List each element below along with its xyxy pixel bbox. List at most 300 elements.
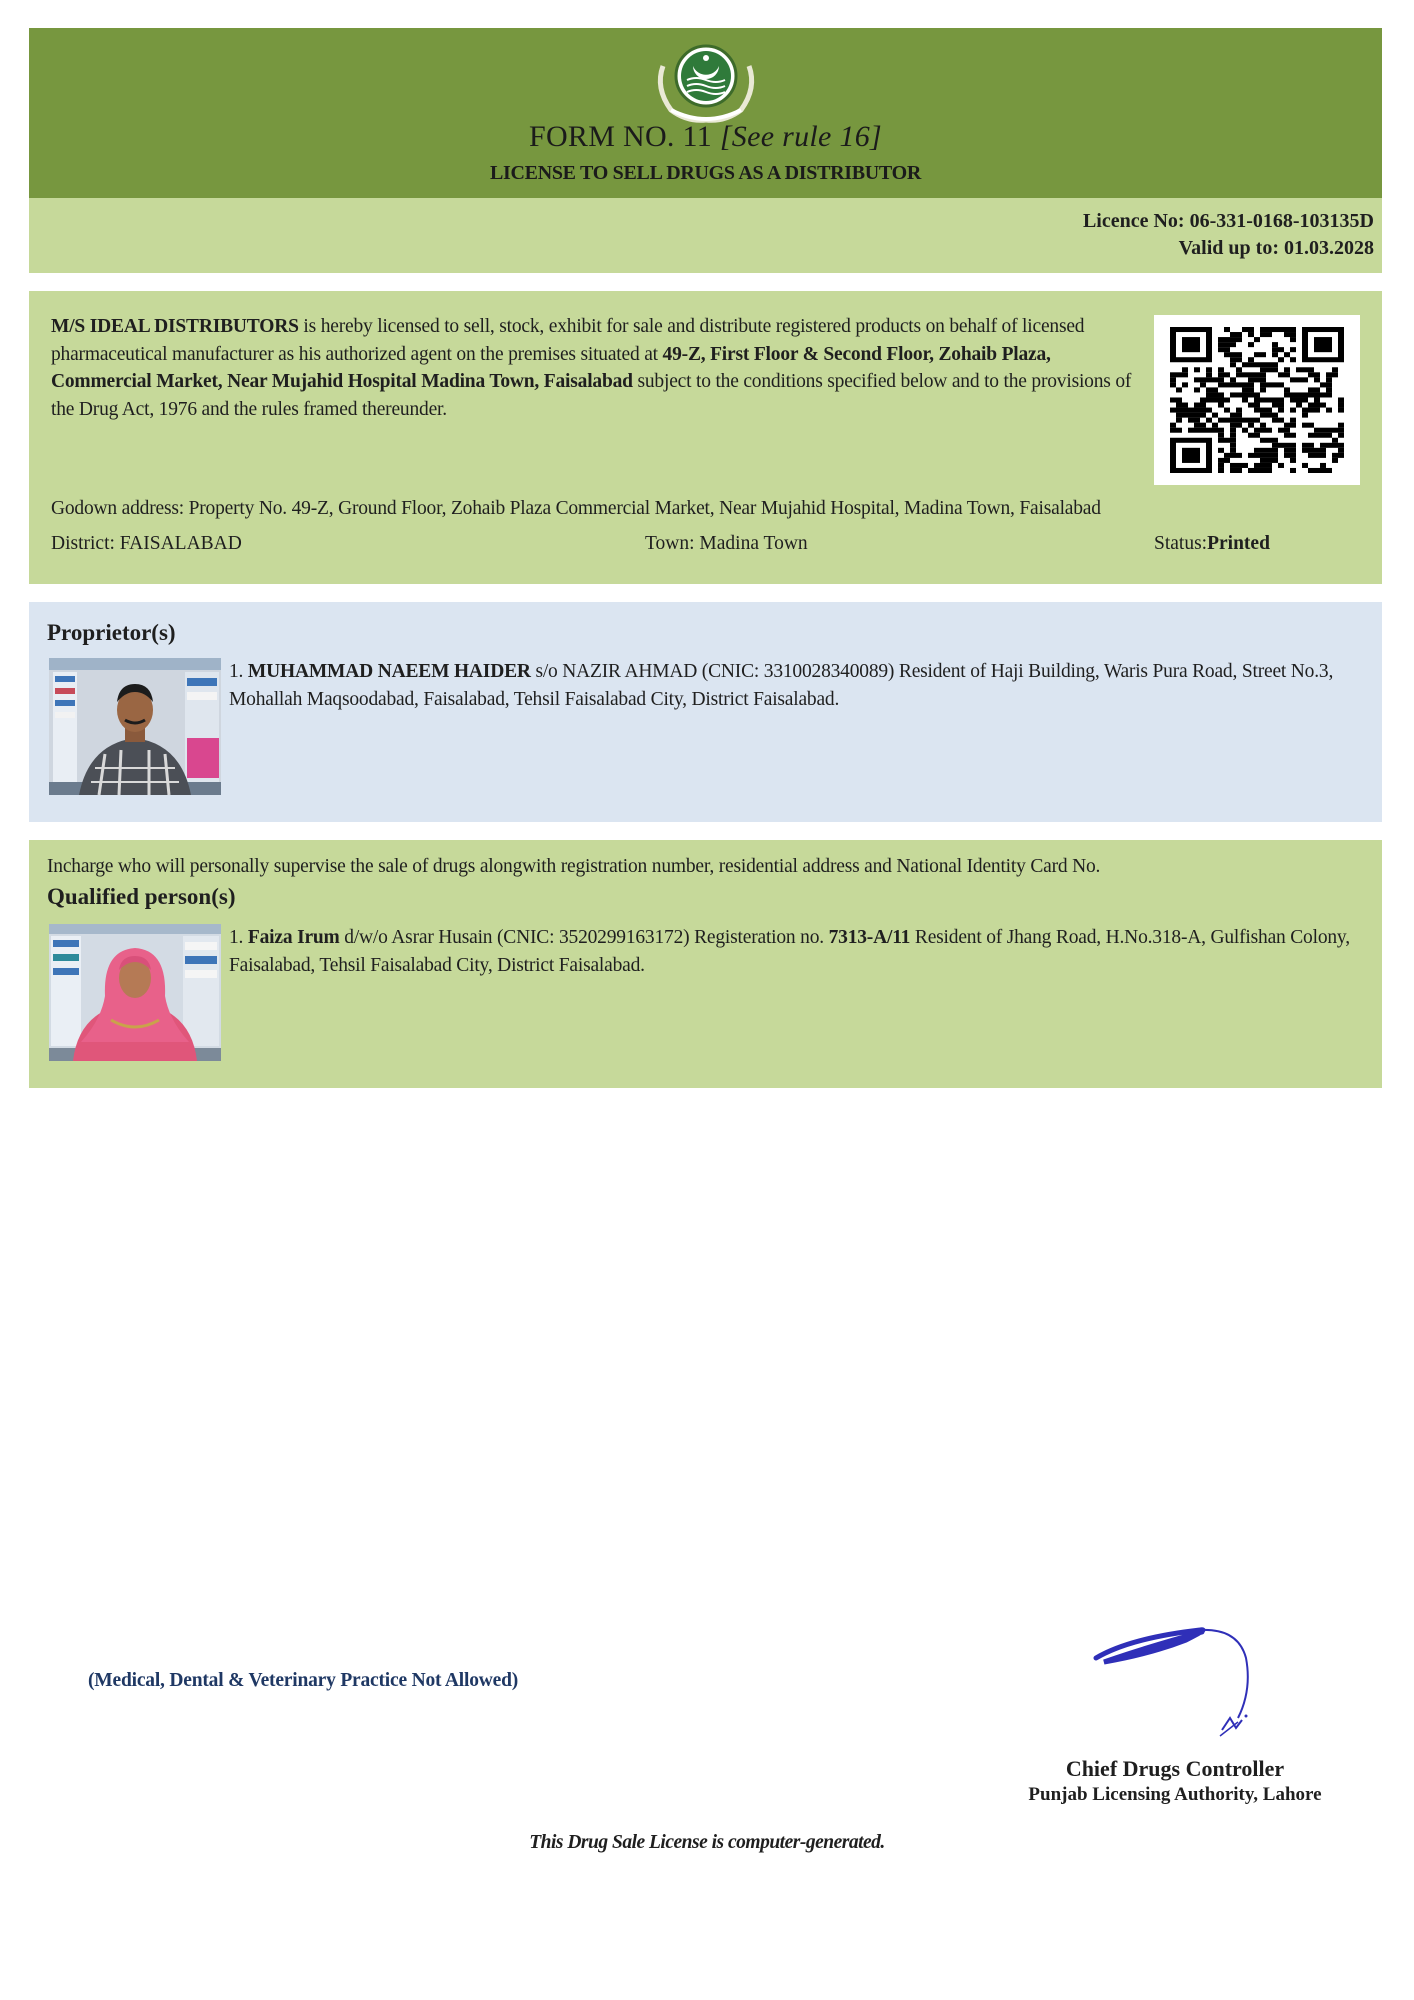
qr-module — [1242, 362, 1248, 367]
qr-module — [1290, 337, 1296, 342]
qr-module — [1272, 342, 1278, 347]
town: Town: Madina Town — [645, 533, 808, 554]
qr-module — [1182, 408, 1188, 413]
qr-module — [1284, 443, 1290, 448]
qr-module — [1320, 468, 1326, 473]
qr-module — [1254, 397, 1260, 402]
qr-module — [1242, 392, 1248, 397]
qr-module — [1218, 397, 1224, 402]
qr-module — [1296, 397, 1302, 402]
qr-module — [1254, 372, 1260, 377]
qr-module — [1206, 428, 1212, 433]
qr-module — [1296, 377, 1302, 382]
qr-module — [1200, 423, 1206, 428]
qr-module — [1188, 418, 1194, 423]
qr-module — [1278, 372, 1284, 377]
qr-module — [1248, 387, 1254, 392]
qr-module — [1242, 387, 1248, 392]
qr-module — [1302, 443, 1308, 448]
qr-module — [1218, 337, 1224, 342]
qr-module — [1272, 352, 1278, 357]
qr-module — [1266, 362, 1272, 367]
qr-module — [1272, 362, 1278, 367]
qr-module — [1290, 357, 1296, 362]
qr-module — [1254, 352, 1260, 357]
qr-module — [1320, 453, 1326, 458]
qr-module — [1308, 453, 1314, 458]
qr-module — [1284, 448, 1290, 453]
qr-module — [1230, 337, 1236, 342]
qr-module — [1182, 372, 1188, 377]
qr-module — [1170, 377, 1176, 382]
qr-module — [1260, 458, 1266, 463]
qr-module — [1266, 367, 1272, 372]
qr-module — [1242, 428, 1248, 433]
qr-module — [1206, 387, 1212, 392]
qr-module — [1290, 453, 1296, 458]
qr-module — [1224, 337, 1230, 342]
qr-module — [1218, 448, 1224, 453]
qr-module — [1326, 392, 1332, 397]
form-rule: [See rule 16] — [719, 120, 883, 153]
qr-module — [1254, 453, 1260, 458]
firm-name: M/S IDEAL DISTRIBUTORS — [51, 316, 299, 337]
qr-module — [1230, 342, 1236, 347]
qr-module — [1260, 387, 1266, 392]
qr-module — [1338, 423, 1344, 428]
qr-module — [1248, 392, 1254, 397]
qr-module — [1320, 382, 1326, 387]
qr-module — [1224, 418, 1230, 423]
qr-module — [1260, 372, 1266, 377]
qr-module — [1212, 387, 1218, 392]
qr-module — [1248, 423, 1254, 428]
qr-module — [1254, 468, 1260, 473]
qr-module — [1206, 418, 1212, 423]
qr-module — [1308, 403, 1314, 408]
qr-module — [1338, 428, 1344, 433]
qr-module — [1302, 392, 1308, 397]
qr-module — [1200, 403, 1206, 408]
qr-module — [1314, 448, 1320, 453]
qr-module — [1320, 403, 1326, 408]
qr-module — [1338, 448, 1344, 453]
qr-module — [1230, 357, 1236, 362]
qr-module — [1224, 327, 1230, 332]
qr-module — [1290, 392, 1296, 397]
signature-icon — [1090, 1618, 1270, 1743]
qr-module — [1266, 428, 1272, 433]
qr-module — [1272, 382, 1278, 387]
qr-module — [1242, 463, 1248, 468]
qr-module — [1302, 377, 1308, 382]
qualified-intro: Incharge who will personally supervise the sale of drugs alongwith registration number, residential address and National Identity Card No. — [47, 856, 1101, 877]
qr-module — [1272, 327, 1278, 332]
qr-module — [1284, 352, 1290, 357]
qr-module — [1308, 448, 1314, 453]
qr-module — [1254, 433, 1260, 438]
qr-module — [1272, 397, 1278, 402]
qr-module — [1278, 463, 1284, 468]
statement-text: is hereby licensed to sell, stock, exhibit for sale and distribute registered products on behalf of licensed pharmaceutical manufacturer as his authorized agent on the premises situated at — [51, 316, 1085, 365]
qr-module — [1314, 468, 1320, 473]
qr-module — [1170, 423, 1176, 428]
qr-module — [1230, 352, 1236, 357]
qr-module — [1194, 367, 1200, 372]
qr-module — [1290, 448, 1296, 453]
qr-module — [1212, 413, 1218, 418]
qr-module — [1266, 397, 1272, 402]
qr-module — [1230, 468, 1236, 473]
licence-details — [29, 291, 1382, 584]
qr-module — [1278, 327, 1284, 332]
qr-module — [1182, 403, 1188, 408]
qr-module — [1224, 372, 1230, 377]
qr-module — [1248, 468, 1254, 473]
qr-module — [1194, 418, 1200, 423]
qr-module — [1284, 372, 1290, 377]
qr-module — [1260, 448, 1266, 453]
qr-module — [1236, 337, 1242, 342]
qr-module — [1236, 413, 1242, 418]
qr-module — [1314, 433, 1320, 438]
licence-statement — [51, 313, 1141, 423]
qr-module — [1314, 377, 1320, 382]
qr-module — [1218, 377, 1224, 382]
qr-module — [1272, 438, 1278, 443]
qr-module — [1176, 418, 1182, 423]
qr-module — [1296, 367, 1302, 372]
qr-module — [1314, 372, 1320, 377]
qr-module — [1266, 332, 1272, 337]
qr-module — [1194, 413, 1200, 418]
qr-module — [1194, 403, 1200, 408]
qualified-person-name: Faiza Irum — [247, 927, 340, 948]
qr-module — [1230, 433, 1236, 438]
qr-module — [1308, 423, 1314, 428]
qr-module — [1338, 453, 1344, 458]
qr-module — [1290, 347, 1296, 352]
qr-module — [1278, 397, 1284, 402]
qr-module — [1188, 408, 1194, 413]
qr-module — [1272, 453, 1278, 458]
qr-module — [1302, 397, 1308, 402]
qr-module — [1230, 428, 1236, 433]
qr-module — [1290, 433, 1296, 438]
qr-module — [1224, 397, 1230, 402]
qr-module — [1260, 468, 1266, 473]
qr-module — [1272, 448, 1278, 453]
qr-module — [1248, 382, 1254, 387]
qr-module — [1230, 438, 1236, 443]
qr-module — [1212, 377, 1218, 382]
qr-module — [1236, 418, 1242, 423]
qr-module — [1248, 372, 1254, 377]
qr-module — [1230, 463, 1236, 468]
qr-module — [1260, 327, 1266, 332]
qr-module — [1290, 418, 1296, 423]
qr-module — [1236, 468, 1242, 473]
qr-module — [1332, 443, 1338, 448]
qr-module — [1218, 367, 1224, 372]
qr-module — [1170, 428, 1176, 433]
qr-module — [1290, 468, 1296, 473]
qr-module — [1266, 382, 1272, 387]
proprietor-photo — [49, 658, 221, 795]
qr-module — [1194, 387, 1200, 392]
qr-module — [1254, 448, 1260, 453]
qr-module — [1176, 387, 1182, 392]
qr-module — [1278, 347, 1284, 352]
licence-bar — [29, 198, 1382, 273]
qr-module — [1200, 397, 1206, 402]
qr-module — [1284, 453, 1290, 458]
qr-module — [1236, 382, 1242, 387]
qr-module — [1236, 352, 1242, 357]
qr-module — [1272, 413, 1278, 418]
qr-module — [1200, 377, 1206, 382]
qr-module — [1206, 408, 1212, 413]
qr-module — [1242, 418, 1248, 423]
qr-module — [1200, 428, 1206, 433]
statement-text-end: subject to the conditions specified below and to the provisions of the Drug Act, 1976 and the rules framed thereunder. — [51, 371, 1132, 420]
qr-module — [1260, 408, 1266, 413]
qr-module — [1260, 332, 1266, 337]
qr-module — [1320, 433, 1326, 438]
qr-module — [1224, 382, 1230, 387]
qr-module — [1254, 428, 1260, 433]
qr-module — [1218, 372, 1224, 377]
qr-module — [1242, 382, 1248, 387]
qr-module — [1308, 372, 1314, 377]
qr-module — [1290, 377, 1296, 382]
qr-module — [1284, 332, 1290, 337]
qr-module — [1278, 357, 1284, 362]
qr-code-icon — [1170, 327, 1344, 473]
qr-module — [1206, 392, 1212, 397]
qr-module — [1326, 408, 1332, 413]
qr-module — [1260, 397, 1266, 402]
qr-module — [1218, 347, 1224, 352]
qr-module — [1296, 392, 1302, 397]
qr-module — [1176, 372, 1182, 377]
qr-module — [1266, 458, 1272, 463]
qr-module — [1248, 357, 1254, 362]
qr-module — [1212, 423, 1218, 428]
qualified-heading: Qualified person(s) — [47, 884, 236, 909]
qr-module — [1320, 448, 1326, 453]
qr-module — [1278, 382, 1284, 387]
proprietor-details: 1. MUHAMMAD NAEEM HAIDER s/o NAZIR AHMAD (CNIC: 3310028340089) Resident of Haji Building, Waris Pura Road, Street No.3, Mohallah Maqsoodabad, Faisalabad, Tehsil Faisalabad City, District Faisalabad. — [229, 661, 1334, 710]
qr-module — [1182, 448, 1200, 463]
qr-module — [1320, 463, 1326, 468]
qr-module — [1338, 397, 1344, 402]
qr-module — [1230, 453, 1236, 458]
qr-module — [1314, 403, 1320, 408]
signer-organization: Punjab Licensing Authority, Lahore — [1028, 1784, 1322, 1805]
qr-module — [1272, 418, 1278, 423]
qr-module — [1200, 408, 1206, 413]
licence-number: Licence No: 06-331-0168-103135D — [1082, 210, 1374, 232]
qr-module — [1218, 418, 1224, 423]
qr-module — [1206, 367, 1212, 372]
qr-module — [1182, 367, 1188, 372]
qr-module — [1254, 403, 1260, 408]
licence-info — [1083, 208, 1374, 262]
qr-module — [1176, 408, 1182, 413]
premises-address: 49-Z, First Floor & Second Floor, Zohaib Plaza, Commercial Market, Near Mujahid Hospital Madina Town, Faisalabad — [51, 343, 1051, 392]
qr-module — [1314, 428, 1320, 433]
qr-module — [1260, 382, 1266, 387]
qr-module — [1302, 408, 1308, 413]
qr-module — [1200, 382, 1206, 387]
qr-module — [1326, 433, 1332, 438]
qr-module — [1302, 448, 1308, 453]
qr-module — [1272, 347, 1278, 352]
godown-address: Godown address: Property No. 49-Z, Ground Floor, Zohaib Plaza Commercial Market, Near Mujahid Hospital, Madina Town, Faisalabad — [51, 498, 1101, 519]
qr-module — [1242, 327, 1248, 332]
qr-module — [1272, 403, 1278, 408]
qr-module — [1254, 418, 1260, 423]
qr-module — [1176, 428, 1182, 433]
qr-module — [1236, 453, 1242, 458]
qr-module — [1170, 397, 1176, 402]
qr-module — [1338, 408, 1344, 413]
qr-module — [1284, 367, 1290, 372]
licence-document — [29, 28, 1382, 1088]
qr-module — [1320, 392, 1326, 397]
qr-module — [1272, 443, 1278, 448]
qr-module — [1332, 372, 1338, 377]
proprietor-heading: Proprietor(s) — [47, 620, 176, 645]
qr-module — [1302, 413, 1308, 418]
status: Status:Printed — [1154, 533, 1270, 554]
qr-module — [1224, 347, 1230, 352]
qr-module — [1236, 332, 1242, 337]
proprietor-address: s/o NAZIR AHMAD (CNIC: 3310028340089) Resident of Haji Building, Waris Pura Road, Street No.3, Mohallah Maqsoodabad, Faisalabad, Tehsil Faisalabad City, District Faisalabad. — [229, 661, 1334, 710]
qr-module — [1218, 438, 1224, 443]
qr-module — [1236, 357, 1242, 362]
practice-not-allowed-note: (Medical, Dental & Veterinary Practice Not Allowed) — [88, 1670, 519, 1691]
qr-module — [1206, 377, 1212, 382]
valid-up-to: Valid up to: 01.03.2028 — [1178, 237, 1374, 259]
qr-module — [1326, 468, 1332, 473]
qr-module — [1188, 428, 1194, 433]
qr-module — [1254, 337, 1260, 342]
qr-module — [1230, 418, 1236, 423]
qr-module — [1266, 413, 1272, 418]
qr-module — [1260, 423, 1266, 428]
qr-module — [1278, 428, 1284, 433]
qr-module — [1266, 438, 1272, 443]
qr-module — [1218, 468, 1224, 473]
qr-module — [1230, 392, 1236, 397]
qr-module — [1230, 448, 1236, 453]
qr-module — [1218, 342, 1224, 347]
qr-module — [1224, 408, 1230, 413]
qr-module — [1242, 372, 1248, 377]
qr-module — [1338, 403, 1344, 408]
proprietor-name: MUHAMMAD NAEEM HAIDER — [247, 661, 531, 682]
qr-module — [1194, 423, 1200, 428]
qr-module — [1302, 423, 1308, 428]
qr-module — [1290, 327, 1296, 332]
qr-module — [1320, 443, 1326, 448]
qr-module — [1260, 362, 1266, 367]
qr-module — [1260, 377, 1266, 382]
qr-module — [1308, 468, 1314, 473]
qr-module — [1290, 397, 1296, 402]
qr-module — [1290, 443, 1296, 448]
qr-module — [1230, 382, 1236, 387]
qr-module — [1278, 443, 1284, 448]
qr-module — [1248, 403, 1254, 408]
qr-module — [1224, 453, 1230, 458]
qr-module — [1272, 367, 1278, 372]
qr-module — [1308, 392, 1314, 397]
qr-module — [1308, 367, 1314, 372]
qr-module — [1290, 423, 1296, 428]
qr-module — [1182, 413, 1188, 418]
qr-module — [1248, 433, 1254, 438]
qr-module — [1254, 408, 1260, 413]
qr-module — [1212, 428, 1218, 433]
qr-module — [1230, 443, 1236, 448]
qr-module — [1284, 433, 1290, 438]
qr-module — [1248, 327, 1254, 332]
qr-module — [1230, 332, 1236, 337]
qr-module — [1266, 453, 1272, 458]
qr-code-box — [1154, 315, 1360, 485]
qr-module — [1218, 433, 1224, 438]
qr-module — [1326, 372, 1332, 377]
qr-module — [1338, 433, 1344, 438]
qr-module — [1236, 372, 1242, 377]
qr-module — [1266, 408, 1272, 413]
qualified-person-details: 1. Faiza Irum d/w/o Asrar Husain (CNIC: 3520299163172) Registeration no. 7313-A/11 Resident of Jhang Road, H.No.318-A, Gulfishan Colony, Faisalabad, Tehsil Faisalabad City, District Faisalabad. — [229, 927, 1350, 976]
district: District: FAISALABAD — [51, 533, 242, 554]
qr-module — [1308, 408, 1314, 413]
qr-module — [1260, 438, 1266, 443]
qr-module — [1194, 377, 1200, 382]
qr-module — [1314, 387, 1320, 392]
qr-module — [1290, 332, 1296, 337]
qr-module — [1218, 463, 1224, 468]
qr-module — [1278, 408, 1284, 413]
qr-module — [1302, 367, 1308, 372]
qr-module — [1332, 367, 1338, 372]
form-title: FORM NO. 11 [See rule 16] — [528, 120, 883, 153]
qr-module — [1248, 342, 1254, 347]
qr-module — [1284, 327, 1290, 332]
qr-module — [1260, 413, 1266, 418]
qr-module — [1266, 463, 1272, 468]
registration-number: 7313-A/11 — [828, 927, 911, 948]
qr-module — [1224, 342, 1230, 347]
qr-module — [1206, 372, 1212, 377]
qualified-section — [29, 840, 1382, 1088]
qr-module — [1266, 468, 1272, 473]
qr-module — [1212, 397, 1218, 402]
qr-module — [1272, 458, 1278, 463]
computer-generated-note: This Drug Sale License is computer-generated. — [529, 1832, 885, 1853]
qr-module — [1254, 392, 1260, 397]
qr-module — [1188, 413, 1194, 418]
qr-module — [1314, 392, 1320, 397]
qr-module — [1308, 387, 1314, 392]
proprietor-section — [29, 602, 1382, 822]
qr-module — [1230, 413, 1236, 418]
